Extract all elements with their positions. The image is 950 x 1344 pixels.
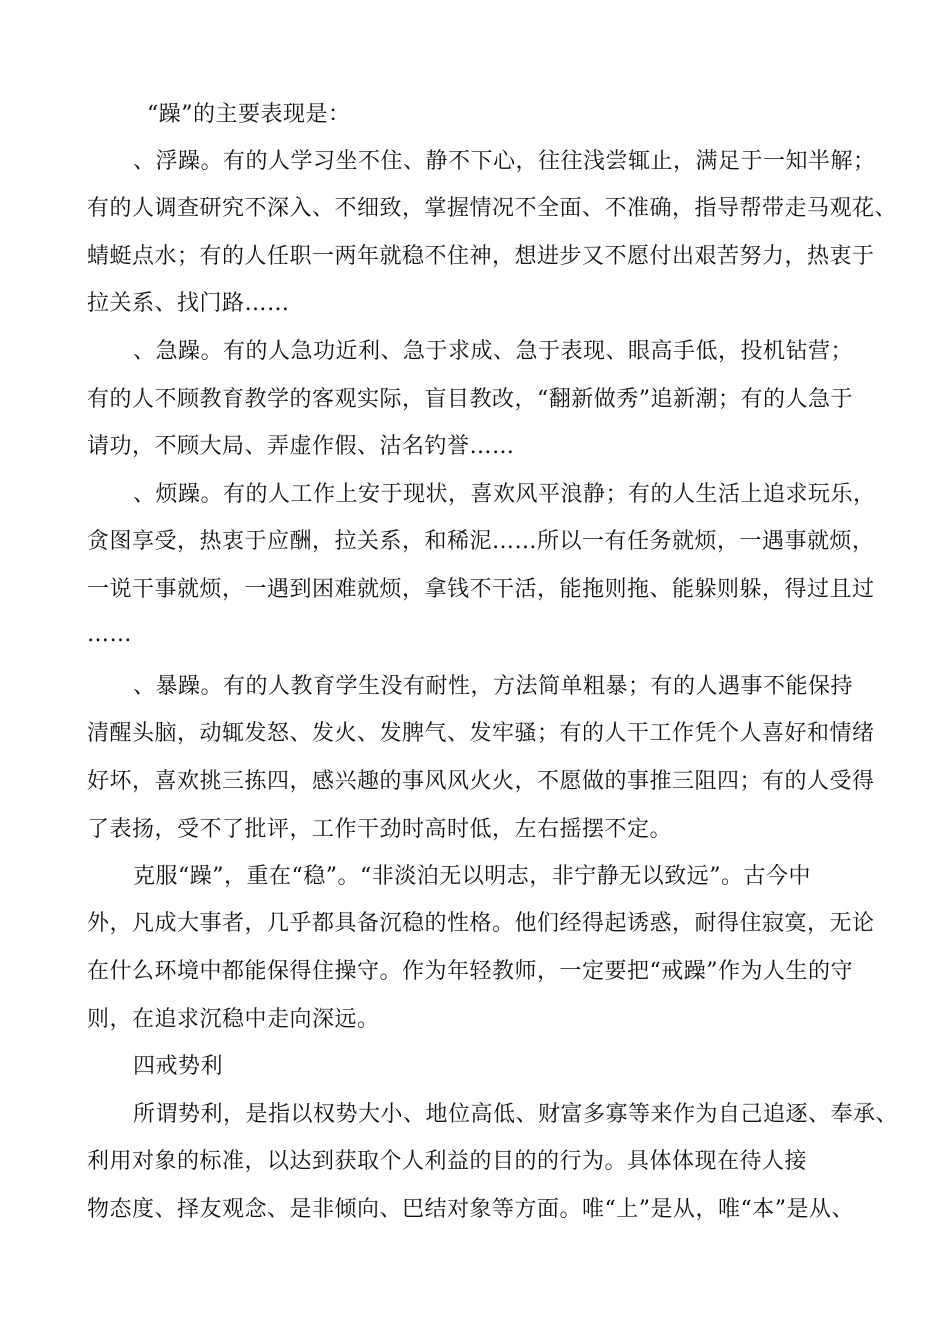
text-line: 了表扬，受不了批评，工作干劲时高时低，左右摇摆不定。 [87,817,673,842]
text-line: 清醒头脑，动辄发怒、发火、发脾气、发牢骚；有的人干工作凭个人喜好和情绪 [87,721,875,746]
text-line: 有的人不顾教育教学的客观实际，盲目教改，“翻新做秀”追新潮；有的人急于 [87,387,853,412]
text-line: 所谓势利，是指以权势大小、地位高低、财富多寡等来作为自己追逐、奉承、 [133,1102,899,1127]
text-line: 、暴躁。有的人教育学生没有耐性，方法简单粗暴；有的人遇事不能保持 [133,674,854,699]
text-line: 、浮躁。有的人学习坐不住、静不下心，往往浅尝辄止，满足于一知半解； [133,149,876,174]
text-line: 蜻蜓点水；有的人任职一两年就稳不住神，想进步又不愿付出艰苦努力，热衷于 [87,244,875,269]
text-line: 贪图享受，热衷于应酬，拉关系，和稀泥……所以一有任务就烦，一遇事就烦， [87,529,875,554]
text-line: “躁”的主要表现是： [147,102,351,127]
text-line: 拉关系、找门路…… [87,291,290,316]
text-line: 、烦躁。有的人工作上安于现状，喜欢风平浪静；有的人生活上追求玩乐， [133,482,876,507]
section-heading: 四戒势利 [133,1054,224,1079]
text-line: 在什么环境中都能保得住操守。作为年轻教师，一定要把“戒躁”作为人生的守 [87,959,853,984]
text-line: …… [87,622,132,647]
text-line: 请功，不顾大局、弄虚作假、沽名钓誉…… [87,434,515,459]
text-line: 一说干事就烦，一遇到困难就烦，拿钱不干活，能拖则拖、能躲则躲，得过且过 [87,577,875,602]
text-line: 有的人调查研究不深入、不细致，掌握情况不全面、不准确，指导帮带走马观花、 [87,196,898,221]
text-line: 物态度、择友观念、是非倾向、巴结对象等方面。唯“上”是从，唯“本”是从、 [87,1197,854,1222]
text-line: 、急躁。有的人急功近利、急于求成、急于表现、眼高手低，投机钻营； [133,339,854,364]
text-line: 好坏，喜欢挑三拣四，感兴趣的事风风火火，不愿做的事推三阻四；有的人受得 [87,769,875,794]
text-line: 利用对象的标准，以达到获取个人利益的目的的行为。具体体现在待人接 [87,1149,808,1174]
text-line: 则，在追求沉稳中走向深远。 [87,1007,380,1032]
text-line: 克服“躁”，重在“稳”。“非淡泊无以明志，非宁静无以致远”。古今中 [133,864,811,889]
text-line: 外，凡成大事者，几乎都具备沉稳的性格。他们经得起诱惑，耐得住寂寞，无论 [87,911,875,936]
